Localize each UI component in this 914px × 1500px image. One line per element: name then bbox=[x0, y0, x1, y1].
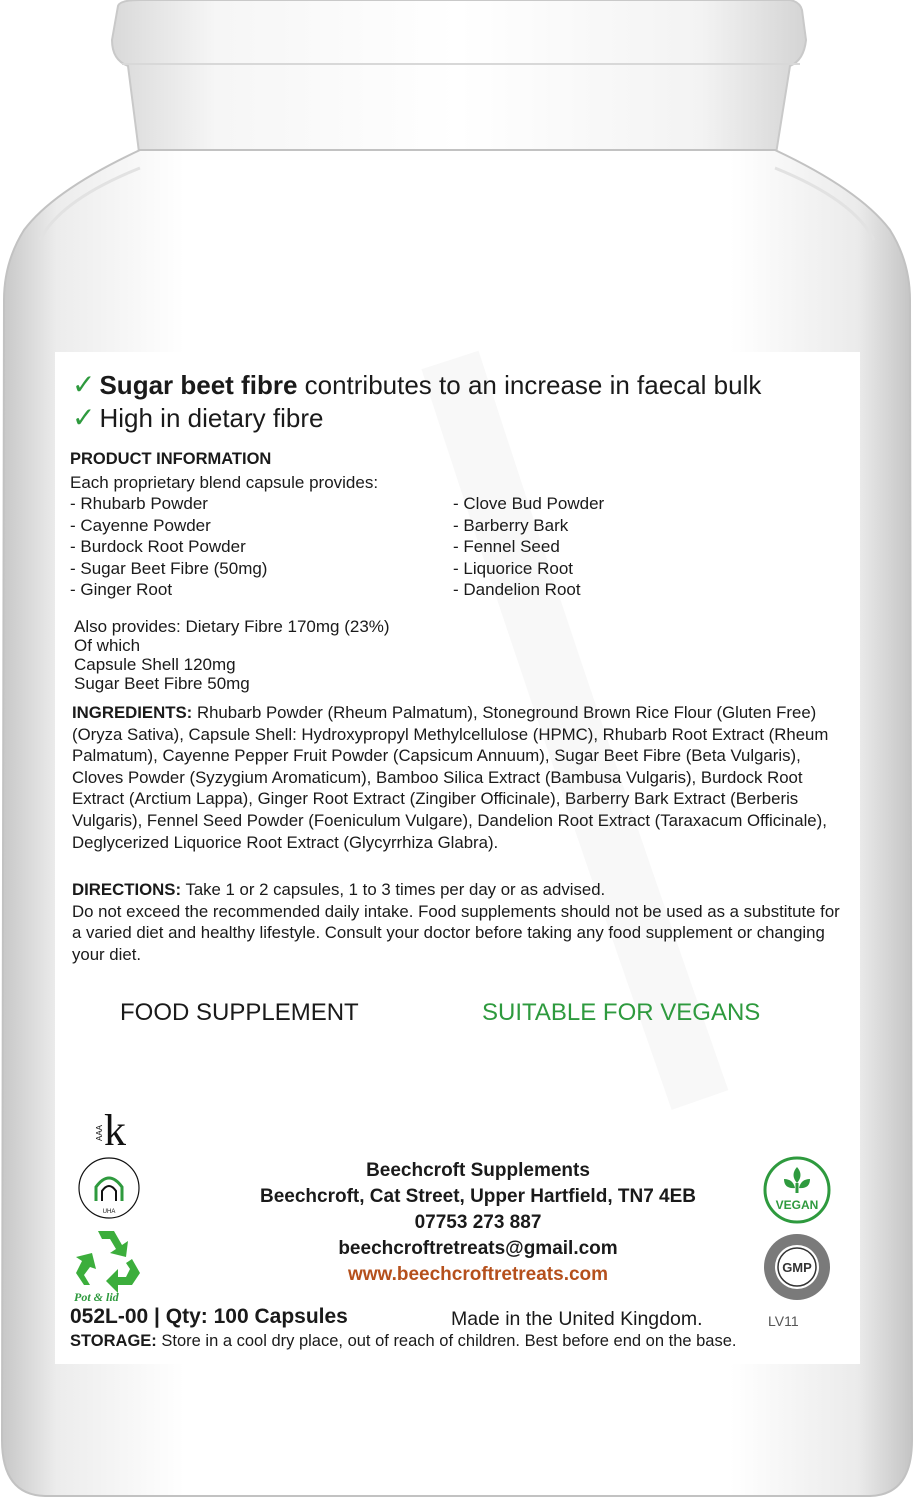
svg-text:k: k bbox=[104, 1106, 126, 1153]
product-code-quantity: 052L-00 | Qty: 100 Capsules bbox=[70, 1305, 348, 1328]
recycle-icon bbox=[68, 1223, 148, 1303]
also-line: Also provides: Dietary Fibre 170mg (23%) bbox=[74, 617, 390, 636]
svg-text:UHA: UHA bbox=[102, 1209, 116, 1215]
directions-label: DIRECTIONS: bbox=[72, 880, 182, 899]
company-website[interactable]: www.beechcroftretreats.com bbox=[347, 1264, 609, 1285]
food-supplement-label: FOOD SUPPLEMENT bbox=[120, 999, 359, 1026]
company-phone: 07753 273 887 bbox=[414, 1212, 542, 1233]
also-line: Sugar Beet Fibre 50mg bbox=[74, 674, 250, 693]
blend-list-right bbox=[453, 493, 604, 601]
company-email: beechcroftretreats@gmail.com bbox=[338, 1238, 618, 1259]
directions-text: Take 1 or 2 capsules, 1 to 3 times per day or as advised. bbox=[185, 880, 606, 899]
blend-list-left bbox=[70, 493, 267, 601]
directions-warning: Do not exceed the recommended daily intake. Food supplements should not be used as a substitute for a varied diet and healthy lifestyle. Consult your doctor before taking any food supplement or changing your diet. bbox=[72, 901, 840, 964]
check-icon: ✓ bbox=[72, 369, 96, 400]
list-item: - Liquorice Root bbox=[453, 558, 574, 578]
list-item: - Ginger Root bbox=[70, 580, 173, 599]
halal-logo-icon bbox=[76, 1155, 142, 1221]
svg-text:VEGAN: VEGAN bbox=[775, 1198, 819, 1212]
list-item: - Rhubarb Powder bbox=[70, 494, 208, 513]
also-line: Of which bbox=[74, 636, 141, 655]
claim-high-fibre: ✓ High in dietary fibre bbox=[72, 402, 324, 433]
ingredients-text: Rhubarb Powder (Rheum Palmatum), Stoneground Brown Rice Flour (Gluten Free) (Oryza Sativa), Capsule Shell: Hydroxypropyl Methylcellulose (HPMC), Rhubarb Root Extract (Rheum Palmatum), Cayenne Pepper Fruit Powder (Capsicum Annuum), Sugar Beet Fibre (Beta Vulgaris), Cloves Powder (Syzygium Aromaticum), Bamboo Silica Extract (Bambusa Vulgaris), Burdock Root Extract (Arctium Lappa), Ginger Root Extract (Zingiber Officinale), Barberry Bark Extract (Berberis Vulgaris), Fennel Seed Powder (Foeniculum Vulgare), Dandelion Root Extract (Taraxacum Officinale), Deglycerized Liquorice Root Extract (Glycyrrhiza Glabra). bbox=[72, 703, 829, 852]
product-info-intro: Each proprietary blend capsule provides: bbox=[70, 473, 379, 492]
check-icon: ✓ bbox=[72, 402, 96, 433]
vegan-suitability-label: SUITABLE FOR VEGANS bbox=[482, 999, 761, 1026]
made-in-label: Made in the United Kingdom. bbox=[451, 1308, 703, 1330]
storage-info bbox=[70, 1332, 737, 1351]
ingredients-label: INGREDIENTS: bbox=[72, 703, 193, 722]
list-item: - Dandelion Root bbox=[453, 580, 581, 599]
storage-label: STORAGE: bbox=[70, 1332, 157, 1350]
list-item: - Fennel Seed bbox=[453, 537, 560, 556]
list-item: - Cayenne Powder bbox=[70, 515, 211, 535]
directions bbox=[72, 879, 847, 965]
also-provides bbox=[74, 617, 390, 693]
list-item: - Burdock Root Powder bbox=[70, 537, 246, 556]
list-item: - Clove Bud Powder bbox=[453, 494, 605, 513]
company-details bbox=[178, 1158, 778, 1288]
vegan-badge-icon bbox=[762, 1155, 832, 1225]
also-line: Capsule Shell 120mg bbox=[74, 655, 236, 674]
storage-text: Store in a cool dry place, out of reach of children. Best before end on the base. bbox=[161, 1332, 737, 1350]
ingredients bbox=[72, 702, 847, 853]
list-item: - Barberry Bark bbox=[453, 515, 569, 535]
list-item: - Sugar Beet Fibre (50mg) bbox=[70, 558, 268, 578]
claim-fibre-bulk: ✓ Sugar beet fibre contributes to an increase in faecal bulk bbox=[72, 369, 762, 400]
gmp-badge-icon bbox=[762, 1232, 832, 1302]
k-logo-icon bbox=[78, 1105, 128, 1153]
svg-text:GMP: GMP bbox=[782, 1260, 812, 1275]
company-name: Beechcroft Supplements bbox=[366, 1160, 590, 1181]
svg-text:Pot & lid: Pot & lid bbox=[74, 1290, 119, 1303]
product-info-title: PRODUCT INFORMATION bbox=[70, 450, 272, 468]
svg-text:AAA: AAA bbox=[95, 1124, 104, 1141]
version-label: LV11 bbox=[768, 1313, 799, 1329]
company-address: Beechcroft, Cat Street, Upper Hartfield, TN7 4EB bbox=[259, 1186, 697, 1207]
